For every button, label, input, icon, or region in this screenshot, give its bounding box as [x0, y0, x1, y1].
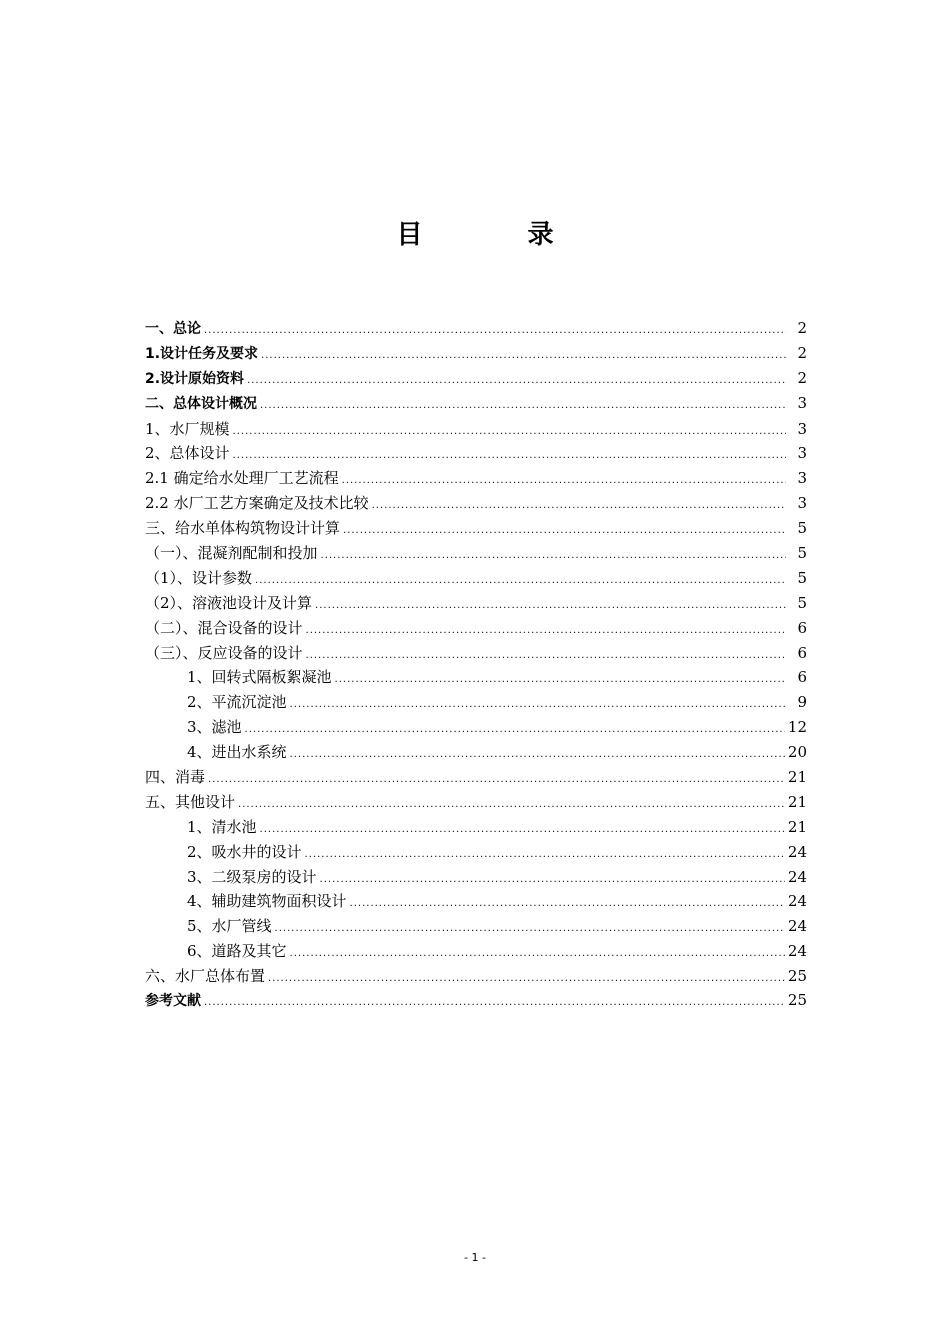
- toc-entry[interactable]: [145, 716, 807, 741]
- toc-entry-page: 3: [797, 469, 807, 488]
- toc-entry-label: 六、水厂总体布置: [145, 967, 266, 986]
- toc-entry-page: 6: [797, 618, 807, 637]
- toc-entry-page: 25: [787, 967, 807, 986]
- toc-entry-page: 21: [787, 768, 807, 787]
- toc-entry-label: 2.1 确定给水处理厂工艺流程: [145, 469, 339, 488]
- toc-entry-label: 四、消毒: [145, 768, 206, 787]
- toc-leader-dots: [306, 650, 786, 661]
- toc-entry-label: 6、道路及其它: [187, 942, 287, 961]
- toc-leader-dots: [306, 625, 786, 636]
- toc-entry-page: 3: [797, 419, 807, 438]
- toc-entry-page: 6: [797, 643, 807, 662]
- toc-entry-label: （1）、设计参数: [145, 568, 253, 587]
- toc-entry-page: 3: [797, 393, 807, 412]
- toc-entry-label: 4、进出水系统: [187, 743, 287, 762]
- toc-entry[interactable]: [145, 368, 807, 393]
- toc-entry-page: 24: [787, 892, 807, 911]
- toc-leader-dots: [290, 699, 786, 710]
- toc-entry-page: 2: [797, 368, 807, 387]
- toc-entry[interactable]: [145, 791, 807, 816]
- toc-entry[interactable]: [145, 766, 807, 791]
- toc-entry[interactable]: [145, 965, 807, 990]
- toc-entry-label: 一、总论: [145, 321, 201, 337]
- toc-entry[interactable]: [145, 617, 807, 642]
- toc-entry[interactable]: [145, 418, 807, 443]
- toc-entry-label: （2）、溶液池设计及计算: [145, 593, 313, 612]
- toc-entry[interactable]: [145, 990, 807, 1015]
- toc-entry-label: 1、回转式隔板絮凝池: [187, 668, 332, 687]
- toc-entry-label: 5、水厂管线: [187, 917, 272, 936]
- toc-leader-dots: [204, 325, 786, 336]
- toc-entry[interactable]: [145, 940, 807, 965]
- toc-entry[interactable]: [145, 517, 807, 542]
- toc-entry[interactable]: [145, 642, 807, 667]
- toc-entry[interactable]: [145, 542, 807, 567]
- table-of-contents: [145, 318, 807, 1015]
- toc-entry-label: （二）、混合设备的设计: [145, 618, 303, 637]
- toc-entry[interactable]: [145, 666, 807, 691]
- toc-entry[interactable]: [145, 841, 807, 866]
- toc-entry-page: 3: [797, 494, 807, 513]
- toc-entry-label: 2、总体设计: [145, 444, 230, 463]
- toc-leader-dots: [290, 749, 785, 760]
- toc-leader-dots: [290, 948, 785, 959]
- toc-entry[interactable]: [145, 442, 807, 467]
- toc-entry-label: 2.2 水厂工艺方案确定及技术比较: [145, 494, 369, 513]
- toc-entry-label: 三、给水单体构筑物设计计算: [145, 519, 341, 538]
- toc-entry-label: 2.设计原始资料: [145, 370, 245, 387]
- toc-entry[interactable]: [145, 318, 807, 343]
- toc-entry-label: 五、其他设计: [145, 792, 236, 811]
- toc-entry-page: 24: [787, 942, 807, 961]
- toc-entry-page: 2: [797, 343, 807, 362]
- toc-leader-dots: [233, 450, 786, 461]
- toc-entry-page: 5: [797, 593, 807, 612]
- toc-entry[interactable]: [145, 866, 807, 891]
- toc-entry-page: 24: [787, 917, 807, 936]
- toc-leader-dots: [261, 350, 786, 361]
- toc-entry-label: 2、吸水井的设计: [187, 842, 302, 861]
- toc-leader-dots: [335, 674, 786, 685]
- toc-entry-page: 6: [797, 668, 807, 687]
- toc-entry-label: 1.设计任务及要求: [145, 345, 259, 362]
- toc-leader-dots: [343, 525, 786, 536]
- toc-entry-label: 1、清水池: [187, 817, 257, 836]
- toc-entry-page: 21: [787, 817, 807, 836]
- toc-entry-page: 3: [797, 444, 807, 463]
- toc-entry[interactable]: [145, 592, 807, 617]
- toc-entry-page: 12: [787, 718, 807, 737]
- toc-entry[interactable]: [145, 741, 807, 766]
- toc-leader-dots: [255, 575, 786, 586]
- toc-entry-label: 3、二级泵房的设计: [187, 867, 317, 886]
- toc-entry-label: 参考文献: [145, 993, 201, 1010]
- toc-entry[interactable]: [145, 467, 807, 492]
- toc-entry-label: （三）、反应设备的设计: [145, 643, 303, 662]
- page-number-footer: - 1 -: [464, 1251, 486, 1264]
- toc-entry-label: 2、平流沉淀池: [187, 693, 287, 712]
- page-title: 目 录: [396, 220, 602, 250]
- toc-entry-page: 20: [787, 743, 807, 762]
- toc-entry-label: （一）、混凝剂配制和投加: [145, 544, 318, 563]
- toc-leader-dots: [315, 600, 786, 611]
- toc-entry-page: 5: [797, 568, 807, 587]
- toc-entry-page: 21: [787, 792, 807, 811]
- toc-entry-page: 24: [787, 867, 807, 886]
- toc-leader-dots: [245, 724, 785, 735]
- toc-entry[interactable]: [145, 393, 807, 418]
- toc-entry[interactable]: [145, 343, 807, 368]
- toc-entry-page: 5: [797, 519, 807, 538]
- toc-leader-dots: [372, 500, 786, 511]
- toc-entry[interactable]: [145, 890, 807, 915]
- toc-entry-page: 24: [787, 842, 807, 861]
- toc-leader-dots: [238, 799, 785, 810]
- toc-leader-dots: [275, 923, 785, 934]
- toc-entry-page: 2: [797, 319, 807, 337]
- toc-entry[interactable]: [145, 691, 807, 716]
- toc-leader-dots: [350, 898, 785, 909]
- toc-leader-dots: [247, 375, 786, 386]
- toc-entry[interactable]: [145, 915, 807, 940]
- toc-leader-dots: [233, 426, 786, 437]
- toc-entry-label: 二、总体设计概况: [145, 395, 257, 412]
- toc-leader-dots: [260, 824, 785, 835]
- toc-entry-page: 5: [797, 544, 807, 563]
- toc-entry[interactable]: [145, 567, 807, 592]
- toc-leader-dots: [321, 550, 786, 561]
- toc-entry-label: 4、辅助建筑物面积设计: [187, 892, 347, 911]
- toc-entry[interactable]: [145, 492, 807, 517]
- toc-leader-dots: [320, 874, 785, 885]
- toc-leader-dots: [204, 997, 785, 1008]
- toc-entry[interactable]: [145, 816, 807, 841]
- toc-leader-dots: [268, 973, 785, 984]
- toc-leader-dots: [208, 774, 785, 785]
- toc-entry-label: 3、滤池: [187, 718, 242, 737]
- toc-entry-label: 1、水厂规模: [145, 419, 230, 438]
- toc-entry-page: 9: [797, 693, 807, 712]
- toc-leader-dots: [305, 849, 785, 860]
- toc-leader-dots: [260, 400, 786, 411]
- toc-leader-dots: [342, 475, 786, 486]
- toc-entry-page: 25: [787, 991, 807, 1010]
